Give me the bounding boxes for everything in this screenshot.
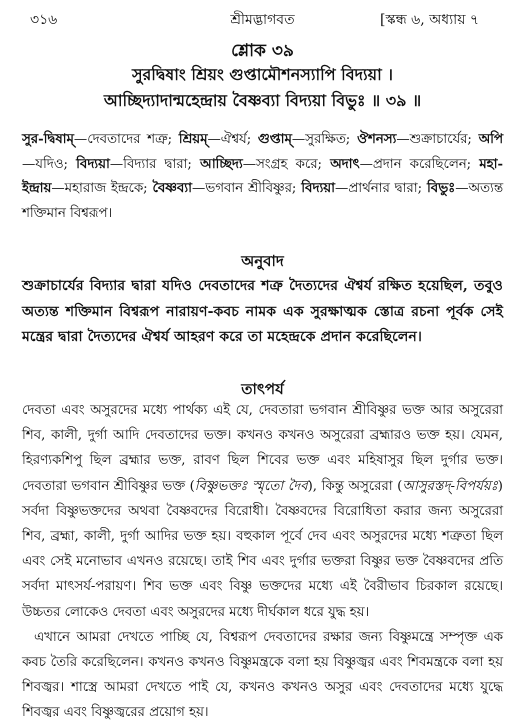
purport-text: ) সর্বদা বিষ্ণুভক্তদের অথবা বৈষ্ণবদের বিরোধী। বৈষ্ণবদের বিরোধিতা করার জন্য অসুরেরা শিব, ব্রহ্মা, কালী, দুর্গা আদির ভক্ত হয়। বহুকাল পূর্বে দেব এবং অসুরদের মধ্যে শত্রুতা ছিল এবং সেই মনোভাব এখনও রয়েছে। তাই শিব এবং দুর্গার ভক্তরা বিষ্ণুর ভক্ত বৈষ্ণবদের প্রতি সর্বদা মাৎসর্য-পরায়ণ। শিব ভক্ত এবং বিষ্ণু ভক্তদের মধ্যে এই বৈরীভাব চিরকাল রয়েছে। উচ্চতর লোকেও দেবতা এবং অসুরদের মধ্যে দীর্ঘকাল ধরে যুদ্ধ হয়। xyxy=(22,478,503,620)
synonyms-paragraph xyxy=(22,128,503,226)
scripture-quote: বিষ্ণুভক্তঃ স্মৃতো দৈব xyxy=(194,478,308,494)
synonym-meaning: —বিদ্যার দ্বারা; xyxy=(109,156,200,172)
synonym-meaning: —শুক্রাচার্যের; xyxy=(396,132,479,147)
translation-paragraph: শুক্রাচার্যের বিদ্যার দ্বারা যদিও দেবতাদের শত্রু দৈত্যদের ঐশ্বর্য রক্ষিত হয়েছিল, তবুও অত্যন্ত শক্তিমান বিশ্বরূপ নারায়ণ-কবচ নামক এক সুরক্ষাত্মক স্তোত্র রচনা পূর্বক সেই মন্ত্রের দ্বারা দৈত্যদের ঐশ্বর্য আহরণ করে তা মহেন্দ্রকে প্রদান করেছিলেন। xyxy=(22,278,503,345)
verse-line-1: সুরদ্বিষাং শ্রিয়ং গুপ্তামৌশনস্যাপি বিদ্যয়া । xyxy=(131,65,394,84)
synonym-meaning: —প্রদান করেছিলেন; xyxy=(359,156,480,172)
translation-heading: অনুবাদ xyxy=(241,252,284,270)
synonym-meaning: —দেবতাদের শত্রু; xyxy=(73,132,179,147)
purport-paragraph-2: এখানে আমরা দেখতে পাচ্ছি যে, বিশ্বরূপ দেবতাদের রক্ষার জন্য বিষ্ণুমন্ত্রে সম্পৃক্ত এক কবচ তৈরি করেছিলেন। কখনও কখনও বিষ্ণুমন্ত্রকে বলা হয় বিষ্ণুজ্বর এবং শিবমন্ত্রকে বলা হয় শিবজ্বর। শাস্ত্রে আমরা দেখতে পাই যে, কখনও কখনও অসুর এবং দেবতাদের মধ্যে যুদ্ধে শিবজ্বর এবং বিষ্ণুজ্বরের প্রয়োগ হয়। xyxy=(22,629,503,721)
synonym-term: বিভুঃ xyxy=(426,181,456,196)
synonym-term: অদাৎ xyxy=(330,156,360,172)
page-number: ৩১৬ xyxy=(30,12,58,28)
synonym-meaning: —সংগ্রহ করে; xyxy=(242,156,331,172)
synonym-term: বিদ্যয়া xyxy=(76,156,110,172)
synonym-term: শ্রিয়ম্ xyxy=(178,132,208,147)
synonym-term: বৈষ্ণব্যা xyxy=(152,181,192,196)
scripture-quote: আসুরস্তদ্-বিপর্যয়ঃ xyxy=(402,478,498,494)
verse-line-2: আচ্ছিদ্যাদান্মহেন্দ্রায় বৈষ্ণব্যা বিদ্যয়া বিভুঃ ॥ ৩৯ ॥ xyxy=(103,91,422,110)
purport-heading: তাৎপর্য xyxy=(241,380,284,398)
purport-paragraph-1 xyxy=(22,398,503,625)
synonym-term: অপি xyxy=(478,132,503,147)
synonym-meaning: —সুরক্ষিত; xyxy=(291,132,357,147)
chapter-reference: [স্কন্ধ ৬, অধ্যায় ৭ xyxy=(380,12,479,28)
synonym-meaning: —অত্যন্ত শক্তিমান বিশ্বরূপ। xyxy=(22,181,503,221)
synonym-term: মহা-ইন্দ্রায় xyxy=(22,156,503,196)
purport-text: ), কিন্তু অসুরেরা ( xyxy=(307,478,403,494)
synonym-term: ঔশনস্য xyxy=(357,132,397,147)
synonym-term: গুপ্তাম্ xyxy=(257,132,292,147)
page-header xyxy=(16,8,509,30)
purport-text: দেবতা এবং অসুরদের মধ্যে পার্থক্য এই যে, দেবতারা ভগবান শ্রীবিষ্ণুর ভক্ত আর অসুরেরা শিব, কালী, দুর্গা আদি দেবতাদের ভক্ত। কখনও কখনও অসুরেরা ব্রহ্মারও ভক্ত হয়। যেমন, হিরণ্যকশিপু ছিল ব্রহ্মার ভক্ত, রাবণ ছিল শিবের ভক্ত এবং মহিষাসুর ছিল দুর্গার ভক্ত। দেবতারা ভগবান শ্রীবিষ্ণুর ভক্ত ( xyxy=(22,403,503,494)
synonym-meaning: —মহারাজ ইন্দ্রকে; xyxy=(51,181,153,196)
synonym-term: সুর-দ্বিষাম্ xyxy=(22,132,74,147)
synonym-term: আচ্ছিদ্য xyxy=(199,156,243,172)
synonym-meaning: —প্রার্থনার দ্বারা; xyxy=(335,181,427,196)
synonym-meaning: —ভগবান শ্রীবিষ্ণুর; xyxy=(191,181,302,196)
purport-body xyxy=(22,398,503,726)
synonym-meaning: —ঐশ্বর্য; xyxy=(207,132,258,147)
synonym-meaning: —যদিও; xyxy=(22,156,77,172)
verse-title: শ্লোক ৩৯ xyxy=(231,41,294,61)
book-title: শ্রীমদ্ভাগবত xyxy=(230,12,295,28)
synonym-term: বিদ্যয়া xyxy=(301,181,335,196)
